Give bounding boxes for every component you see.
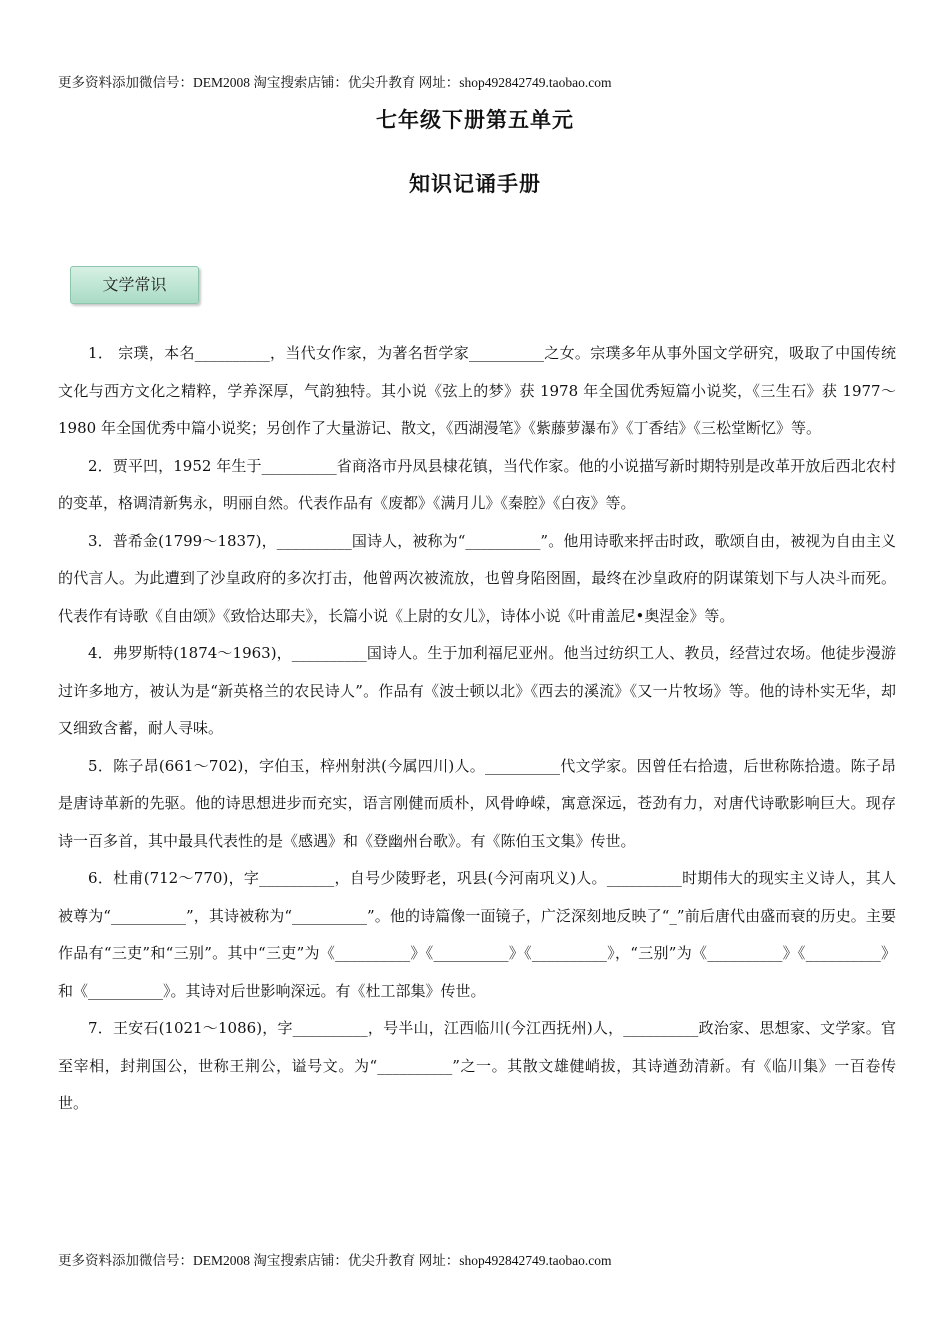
header-note: 更多资料添加微信号：DEM2008 淘宝搜索店铺：优尖升教育 网址：shop492842749.taobao.com	[58, 75, 612, 90]
paragraph-6: 6．杜甫(712～770)，字__________，自号少陵野老，巩县(今河南巩义)人。__________时期伟大的现实主义诗人，其人被尊为“__________”，其诗被称为“__________”。他的诗篇像一面镜子，广泛深刻地反映了“_”前后唐代由盛而衰的历史。主要作品有“三吏”和“三别”。其中“三吏”为《__________》《__________》《__________》，“三别”为《__________》《__________》和《__________》。其诗对后世影响深远。有《杜工部集》传世。	[58, 869, 896, 1000]
paragraph-1: 1． 宗璞，本名__________，当代女作家，为著名哲学家__________之女。宗璞多年从事外国文学研究，吸取了中国传统文化与西方文化之精粹，学养深厚，气韵独特。其小说《弦上的梦》获 1978 年全国优秀短篇小说奖，《三生石》获 1977～1980 年全国优秀中篇小说奖；另创作了大量游记、散文，《西湖漫笔》《紫藤萝瀑布》《丁香结》《三松堂断忆》等。	[58, 344, 896, 437]
document-body	[58, 335, 896, 1123]
footer-note: 更多资料添加微信号：DEM2008 淘宝搜索店铺：优尖升教育 网址：shop492842749.taobao.com	[58, 1253, 612, 1268]
section-tag: 文学常识	[70, 266, 199, 304]
page-subtitle: 知识记诵手册	[409, 172, 541, 196]
paragraph-3: 3．普希金(1799～1837)，__________国诗人，被称为“__________”。他用诗歌来抨击时政，歌颂自由，被视为自由主义的代言人。为此遭到了沙皇政府的多次打击，他曾两次被流放，也曾身陷囹圄，最终在沙皇政府的阴谋策划下与人决斗而死。代表作有诗歌《自由颂》《致恰达耶夫》，长篇小说《上尉的女儿》，诗体小说《叶甫盖尼•奥涅金》等。	[58, 531, 896, 625]
page-title: 七年级下册第五单元	[376, 108, 574, 132]
paragraph-5: 5．陈子昂(661～702)，字伯玉，梓州射洪(今属四川)人。__________代文学家。因曾任右拾遗，后世称陈拾遗。陈子昂是唐诗革新的先驱。他的诗思想进步而充实，语言刚健而质朴，风骨峥嵘，寓意深远，苍劲有力，对唐代诗歌影响巨大。现存诗一百多首，其中最具代表性的是《感遇》和《登幽州台歌》。有《陈伯玉文集》传世。	[58, 756, 896, 850]
paragraph-7: 7．王安石(1021～1086)，字__________，号半山，江西临川(今江西抚州)人，__________政治家、思想家、文学家。官至宰相，封荆国公，世称王荆公，谥号文。为“__________”之一。其散文雄健峭拔，其诗遒劲清新。有《临川集》一百卷传世。	[58, 1019, 896, 1112]
paragraph-4: 4．弗罗斯特(1874～1963)，__________国诗人。生于加利福尼亚州。他当过纺织工人、教员，经营过农场。他徒步漫游过许多地方，被认为是“新英格兰的农民诗人”。作品有《波士顿以北》《西去的溪流》《又一片牧场》等。他的诗朴实无华，却又细致含蓄，耐人寻味。	[58, 644, 896, 737]
paragraph-2: 2．贾平凹，1952 年生于__________省商洛市丹凤县棣花镇，当代作家。他的小说描写新时期特别是改革开放后西北农村的变革，格调清新隽永，明丽自然。代表作品有《废都》《满月儿》《秦腔》《白夜》等。	[58, 456, 896, 512]
